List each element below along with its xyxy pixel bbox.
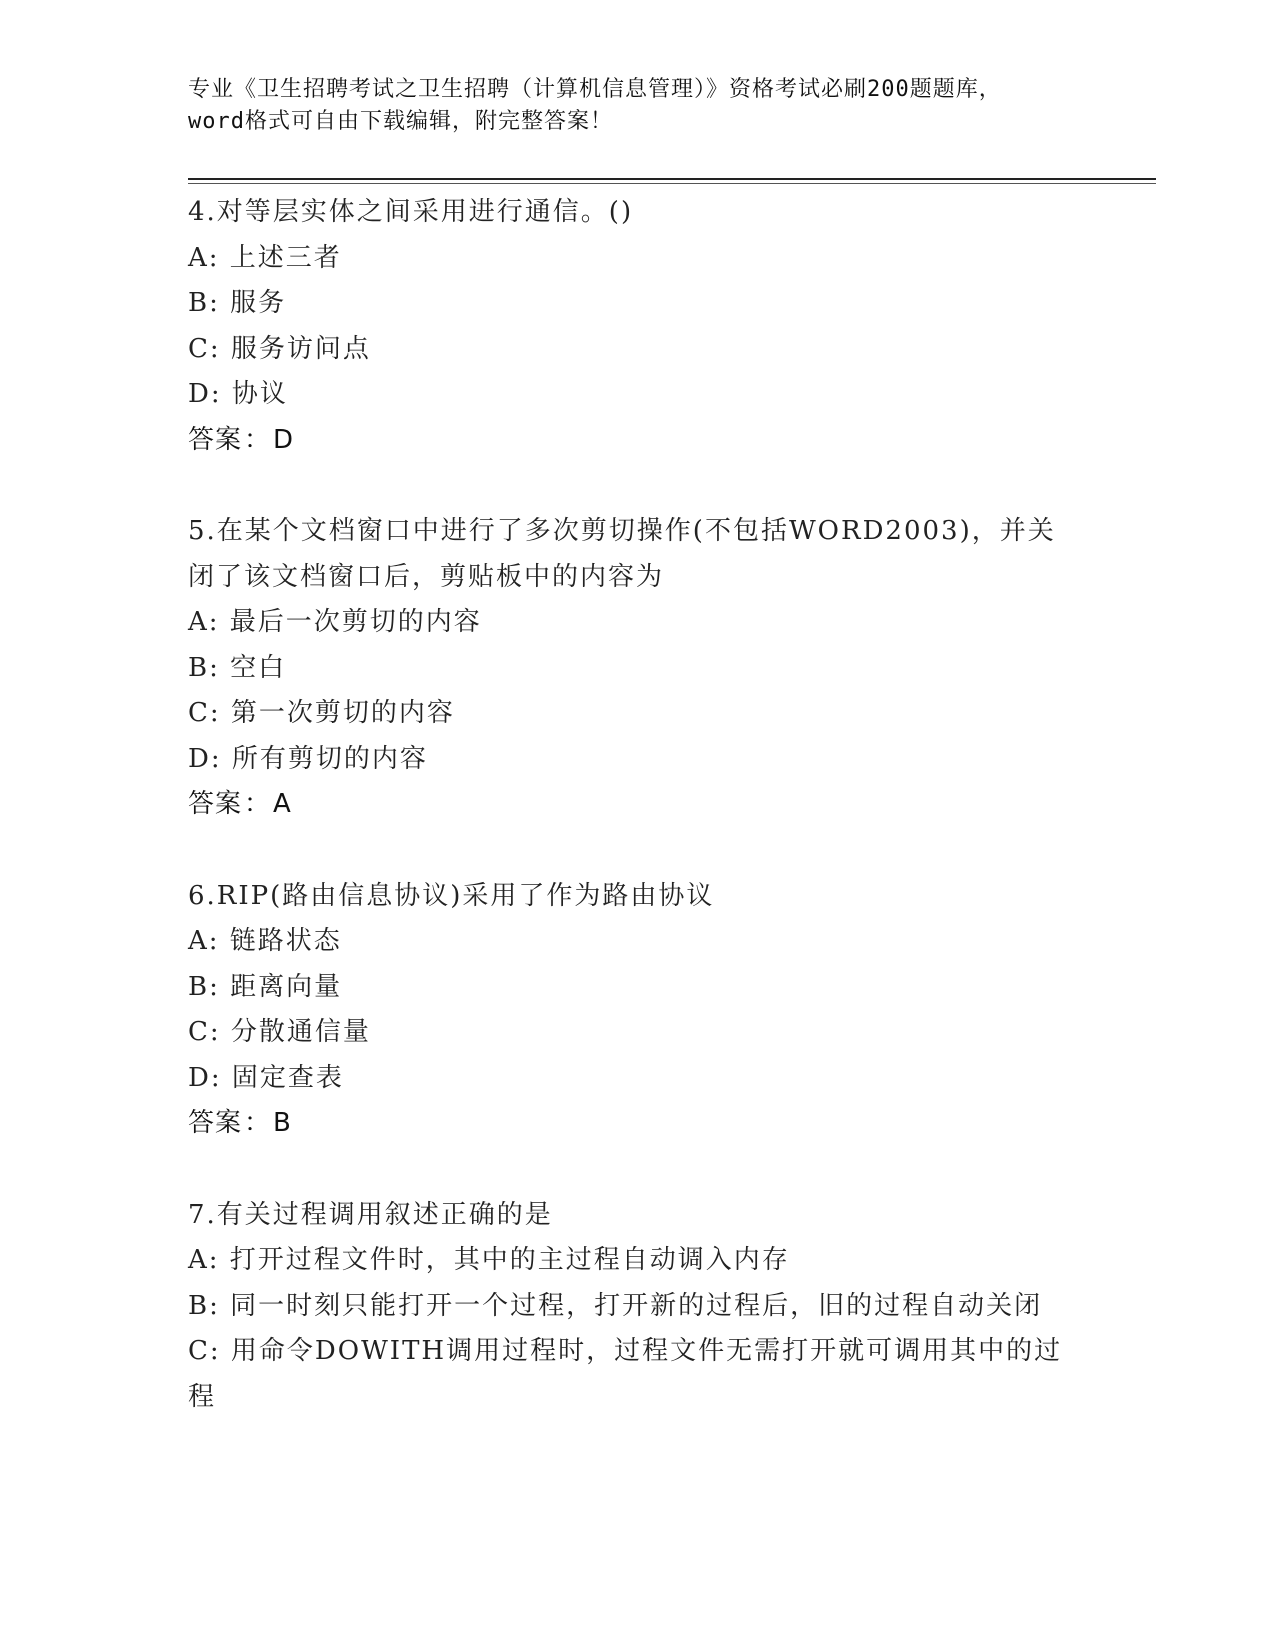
header-title-line-2: word格式可自由下载编辑，附完整答案！ [188,109,613,134]
answer-label: 答案 [188,789,243,819]
option-d: D: 协议 [188,379,288,409]
option-a: A: 上述三者 [188,242,342,273]
answer-line: 答案：D [188,424,295,455]
answer-label: 答案 [188,1108,243,1138]
question-4 [188,190,1088,463]
option-d: D: 所有剪切的内容 [188,743,428,774]
question-stem: 6.RIP(路由信息协议)采用了作为路由协议 [188,880,715,911]
answer-line: 答案：A [188,789,292,819]
option-a: A: 最后一次剪切的内容 [188,607,482,637]
option-b: B: 服务 [188,288,287,318]
question-7 [188,1193,1088,1421]
answer-value: D [273,424,295,455]
header-title-line-1: 专业《卫生招聘考试之卫生招聘（计算机信息管理）》资格考试必刷200题题库， [188,77,1002,102]
answer-line: 答案：B [188,1108,292,1138]
option-b: B: 空白 [188,652,287,683]
question-stem: 4.对等层实体之间采用进行通信。() [188,197,634,227]
option-b: B: 距离向量 [188,971,343,1002]
answer-value: A [273,789,292,819]
option-a: A: 打开过程文件时，其中的主过程自动调入内存 [188,1245,790,1275]
option-b: B: 同一时刻只能打开一个过程，打开新的过程后，旧的过程自动关闭 [188,1290,1043,1321]
option-a: A: 链路状态 [188,926,342,956]
answer-value: B [273,1108,292,1138]
answer-label: 答案 [188,424,243,455]
document-header [188,74,1088,138]
question-6 [188,874,1088,1147]
question-list [188,190,1088,1466]
option-d: D: 固定查表 [188,1062,344,1093]
option-c: C: 服务访问点 [188,333,371,364]
question-stem: 5.在某个文档窗口中进行了多次剪切操作(不包括WORD2003)，并关闭了该文档窗口后，剪贴板中的内容为 [188,516,1056,592]
question-stem: 7.有关过程调用叙述正确的是 [188,1199,553,1230]
header-divider-thick [188,178,1156,180]
header-divider-thin [188,183,1156,184]
option-c: C: 第一次剪切的内容 [188,698,455,728]
option-c: C: 分散通信量 [188,1017,371,1047]
question-5 [188,509,1088,828]
option-c: C: 用命令DOWITH调用过程时，过程文件无需打开就可调用其中的过程 [188,1336,1063,1412]
